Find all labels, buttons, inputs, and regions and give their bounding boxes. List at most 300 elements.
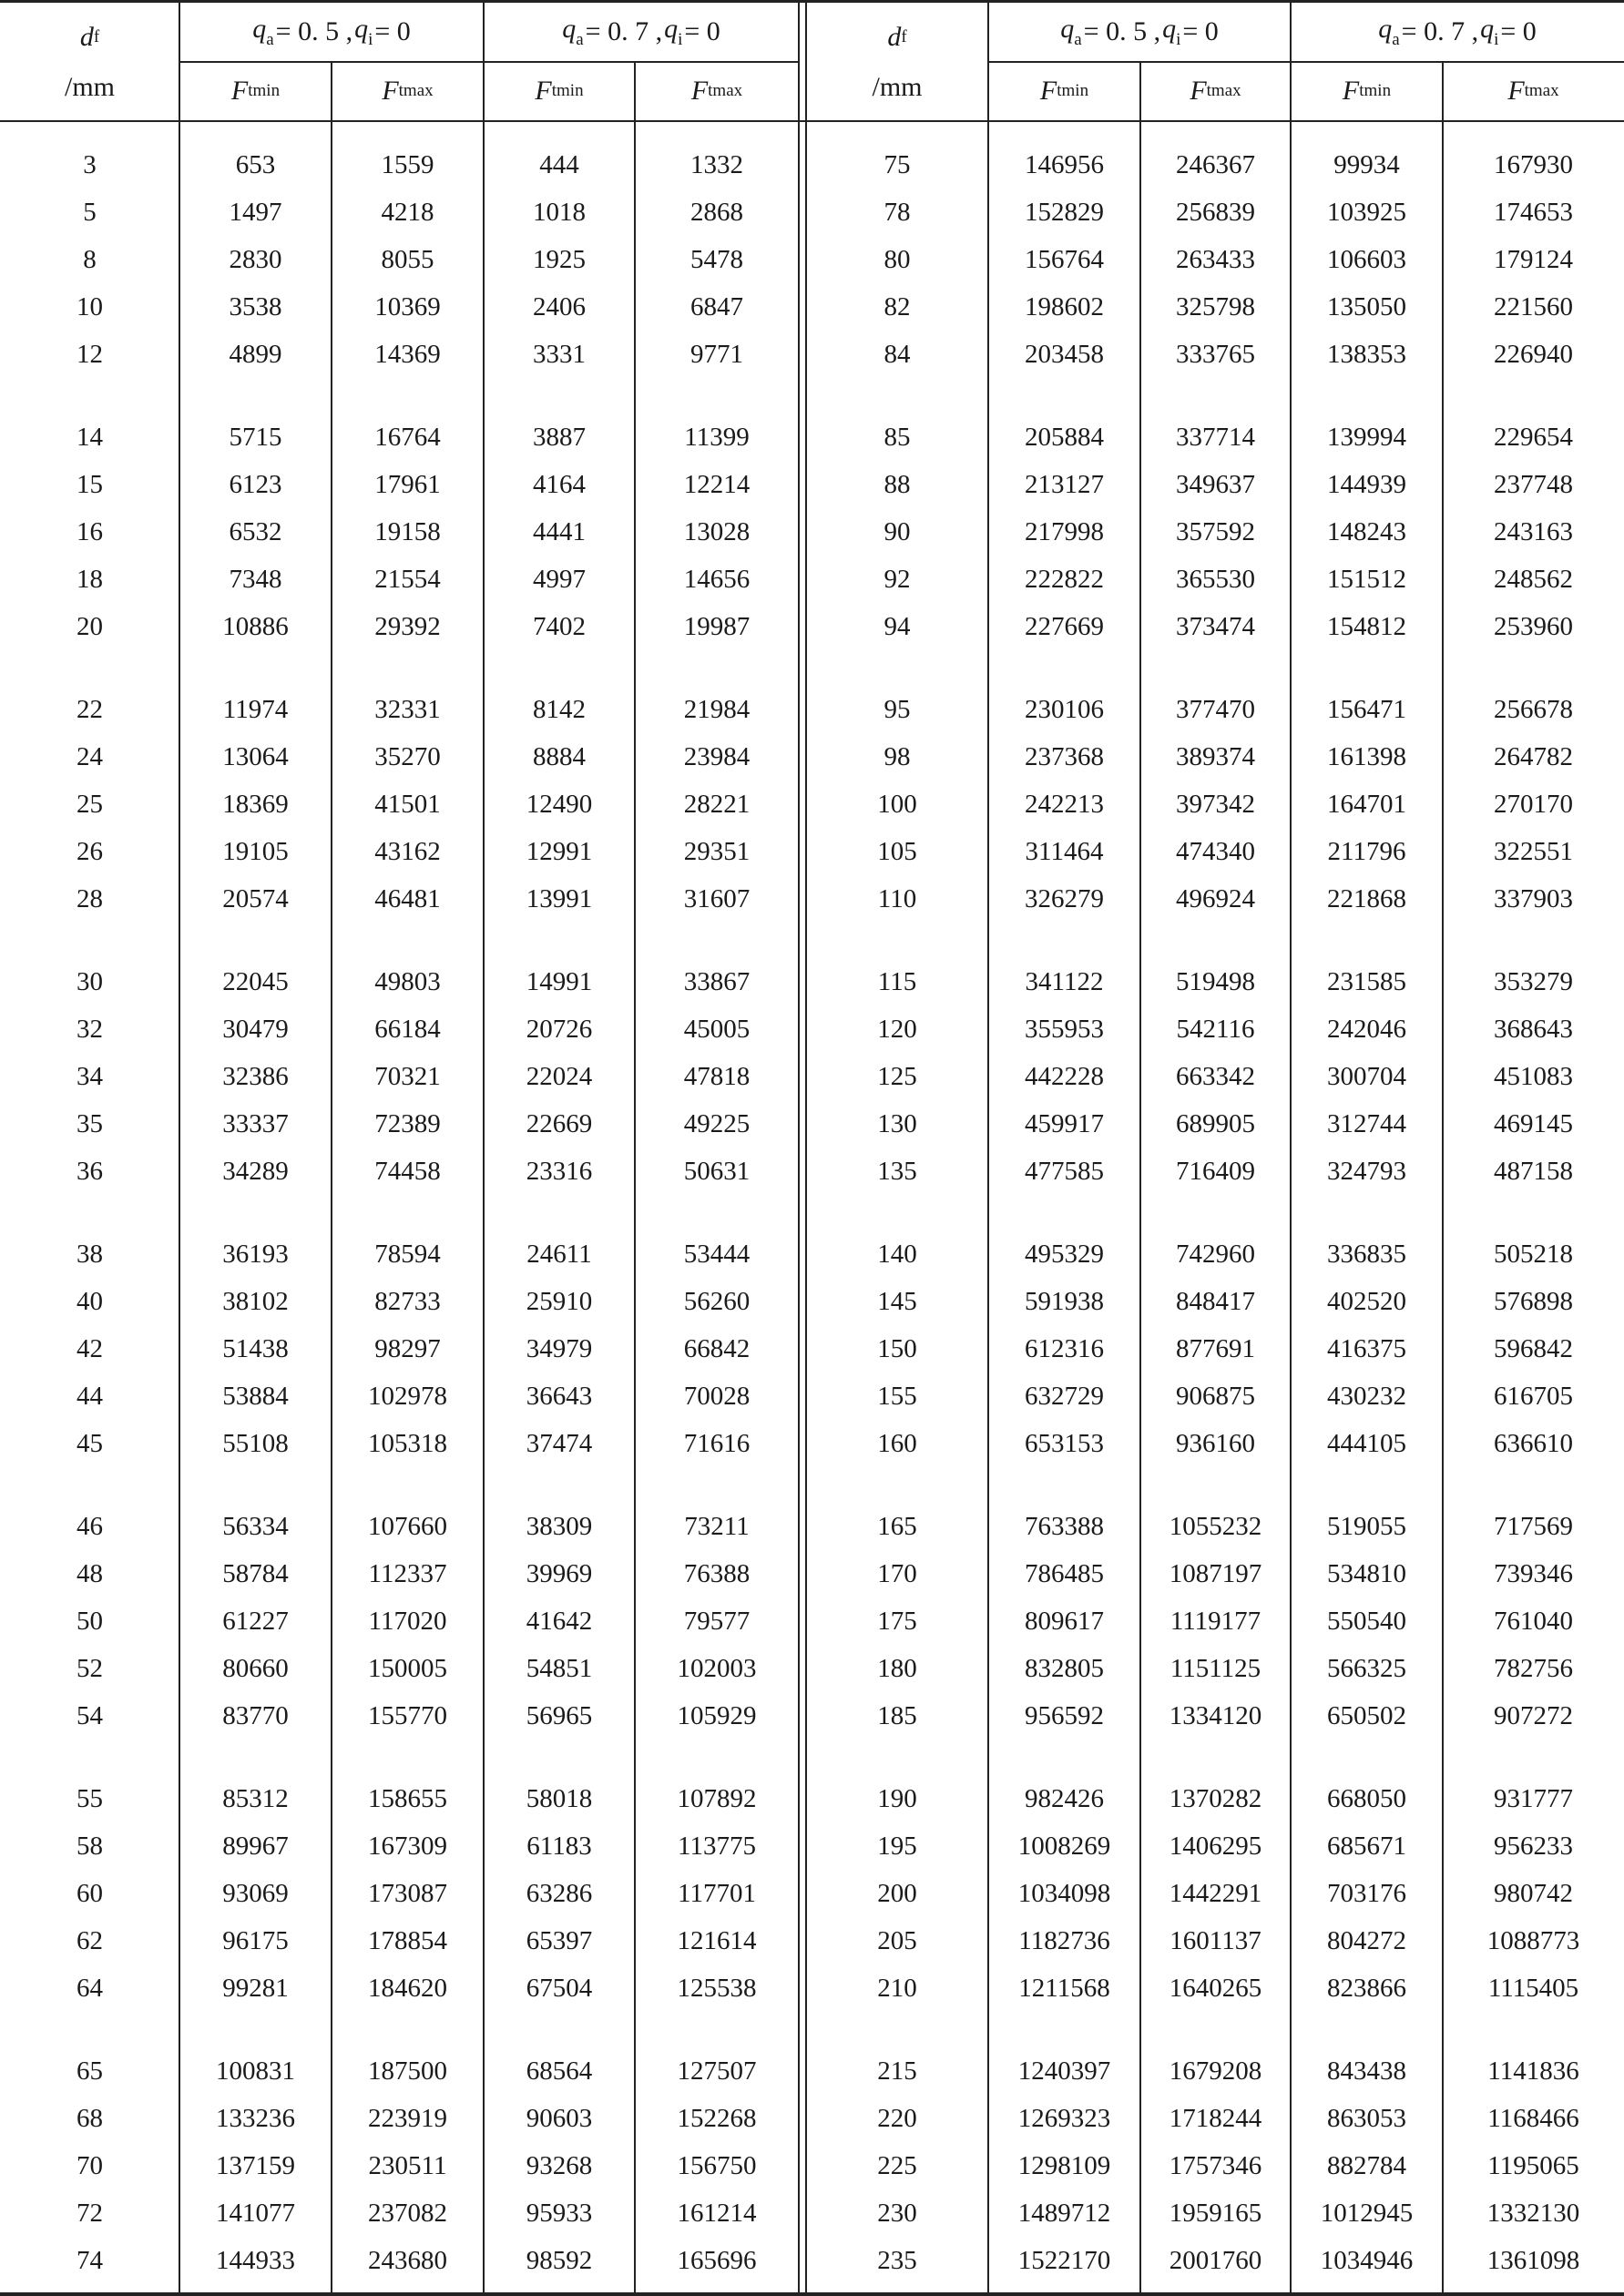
f-tmin-qa07-cell: 68564 [526, 2056, 593, 2086]
f-tmin-qa05-cell: 141077 [216, 2198, 295, 2228]
df-cell: 150 [877, 1333, 917, 1363]
f-tmin-qa07-cell: 61183 [526, 1831, 592, 1861]
f-tmin-qa05-cell: 61227 [222, 1606, 289, 1636]
df-cell: 92 [883, 564, 911, 594]
f-tmax-qa07-cell: 1115405 [1487, 1973, 1579, 2003]
f-tmin-qa05-cell: 227669 [1025, 611, 1104, 641]
f-tmin-qa05-cell: 38102 [222, 1286, 289, 1316]
df-cell: 85 [883, 422, 911, 452]
f-tmin-qa05-cell: 326279 [1025, 883, 1104, 913]
f-tmax-qa05-cell: 848417 [1176, 1286, 1255, 1316]
f-tmin-qa07-cell: 12490 [526, 789, 593, 819]
f-tmin-qa07-cell: 430232 [1327, 1381, 1406, 1411]
f-tmin-qa07-cell: 324793 [1327, 1156, 1406, 1186]
f-tmax-qa05-cell: 29392 [374, 611, 441, 641]
f-tmax-qa07-cell: 243163 [1494, 516, 1573, 546]
f-tmin-qa07-cell: 93268 [526, 2150, 593, 2180]
f-tmin-qa05-cell: 36193 [222, 1239, 289, 1269]
f-tmax-qa07-cell: 14656 [683, 564, 751, 594]
f-tmax-qa05-cell: 107660 [368, 1511, 447, 1541]
df-cell: 58 [77, 1831, 103, 1861]
f-tmax-qa05-cell: 14369 [374, 339, 441, 369]
f-tmax-qa07-cell: 156750 [677, 2150, 757, 2180]
df-cell: 215 [877, 2056, 917, 2086]
f-tmax-qa05-cell: 263433 [1176, 244, 1255, 274]
f-tmax-qa07-cell: 248562 [1494, 564, 1573, 594]
f-tmax-qa05-cell: 1559 [381, 149, 434, 179]
f-tmin-qa05-cell: 237368 [1025, 741, 1104, 771]
table-rule-0 [0, 0, 1624, 3]
f-tmax-symbol: F [1507, 76, 1525, 106]
f-tmax-qa05-cell: 716409 [1176, 1156, 1255, 1186]
f-tmax-header [635, 64, 799, 118]
qi-value: = 0 [374, 16, 411, 46]
df-cell: 105 [877, 836, 917, 866]
f-tmin-qa07-cell: 650502 [1327, 1700, 1406, 1730]
df-cell: 90 [883, 516, 911, 546]
f-tmin-qa07-cell: 519055 [1327, 1511, 1406, 1541]
f-tmax-qa07-cell: 256678 [1494, 694, 1573, 724]
f-tmin-qa05-cell: 1489712 [1017, 2198, 1111, 2228]
qa-value: = 0. 7 , [585, 16, 663, 46]
f-tmin-qa05-cell: 146956 [1025, 149, 1104, 179]
qi-label [664, 14, 682, 50]
f-tmax-qa05-cell: 337714 [1176, 422, 1255, 452]
f-tmin-qa07-cell: 36643 [526, 1381, 593, 1411]
f-tmin-symbol: F [1342, 76, 1360, 106]
f-tmax-qa05-cell: 936160 [1176, 1428, 1255, 1458]
df-cell: 88 [883, 469, 911, 499]
f-tmin-qa07-cell: 2406 [533, 291, 586, 321]
f-tmin-qa05-cell: 203458 [1025, 339, 1104, 369]
qi-label [1480, 14, 1498, 50]
f-tmin-qa07-cell: 3887 [533, 422, 586, 452]
f-tmin-qa07-cell: 22669 [526, 1108, 593, 1138]
df-cell: 205 [877, 1925, 917, 1955]
f-tmax-qa07-cell: 907272 [1494, 1700, 1573, 1730]
f-tmax-qa05-cell: 1119177 [1169, 1606, 1261, 1636]
f-tmax-qa05-cell: 689905 [1176, 1108, 1255, 1138]
f-tmin-qa07-cell: 221868 [1327, 883, 1406, 913]
qa-subscript: a [266, 30, 274, 49]
df-cell: 200 [877, 1878, 917, 1908]
qi-symbol: q [354, 14, 369, 44]
f-tmax-subscript: tmax [1206, 81, 1241, 100]
f-tmax-qa07-cell: 5478 [690, 244, 743, 274]
f-tmin-qa05-cell: 7348 [229, 564, 282, 594]
f-tmin-qa07-cell: 41642 [526, 1606, 593, 1636]
f-tmin-qa05-cell: 1008269 [1017, 1831, 1111, 1861]
df-cell: 35 [77, 1108, 103, 1138]
df-cell: 235 [877, 2245, 917, 2275]
f-tmax-qa07-cell: 226940 [1494, 339, 1573, 369]
qa-value: = 0. 5 , [1083, 16, 1161, 46]
f-tmin-qa05-cell: 144933 [216, 2245, 295, 2275]
df-cell: 75 [883, 149, 911, 179]
f-tmax-qa07-cell: 931777 [1494, 1783, 1573, 1813]
f-tmin-qa05-cell: 10886 [222, 611, 289, 641]
f-tmin-qa07-cell: 13991 [526, 883, 593, 913]
qa-value: = 0. 5 , [275, 16, 353, 46]
f-tmin-qa07-cell: 39969 [526, 1558, 593, 1588]
f-tmin-qa07-cell: 882784 [1327, 2150, 1406, 2180]
f-tmax-qa07-cell: 50631 [683, 1156, 751, 1186]
df-cell: 120 [877, 1014, 917, 1044]
f-tmin-qa07-cell: 211796 [1327, 836, 1406, 866]
f-tmin-qa05-cell: 1269323 [1017, 2103, 1111, 2133]
f-tmax-qa07-cell: 167930 [1494, 149, 1573, 179]
df-cell: 44 [77, 1381, 103, 1411]
f-tmin-qa05-cell: 1298109 [1017, 2150, 1111, 2180]
f-tmax-qa07-cell: 2868 [690, 197, 743, 227]
f-tmax-qa05-cell: 1406295 [1169, 1831, 1262, 1861]
f-tmin-qa07-cell: 20726 [526, 1014, 593, 1044]
f-tmin-qa05-cell: 96175 [222, 1925, 289, 1955]
df-cell: 170 [877, 1558, 917, 1588]
f-tmax-qa07-cell: 11399 [684, 422, 750, 452]
f-tmax-qa05-cell: 1959165 [1169, 2198, 1262, 2228]
df-cell: 50 [77, 1606, 103, 1636]
f-tmax-qa05-cell: 32331 [374, 694, 441, 724]
f-tmax-subscript: tmax [1524, 81, 1559, 100]
f-tmin-qa07-cell: 668050 [1327, 1783, 1406, 1813]
qi-symbol: q [1162, 14, 1177, 44]
qi-value: = 0 [1182, 16, 1219, 46]
f-tmin-qa07-cell: 151512 [1327, 564, 1406, 594]
df-cell: 14 [77, 422, 103, 452]
f-tmax-qa07-cell: 179124 [1494, 244, 1573, 274]
f-tmax-qa05-cell: 72389 [374, 1108, 441, 1138]
f-tmax-qa07-cell: 53444 [683, 1239, 751, 1269]
f-tmax-qa07-cell: 576898 [1494, 1286, 1573, 1316]
df-cell: 38 [77, 1239, 103, 1269]
f-tmin-qa05-cell: 80660 [222, 1653, 289, 1683]
df-cell: 8 [83, 244, 97, 274]
df-cell: 140 [877, 1239, 917, 1269]
df-cell: 62 [77, 1925, 103, 1955]
qi-label [1162, 14, 1180, 50]
f-tmin-qa05-cell: 30479 [222, 1014, 289, 1044]
f-tmax-qa05-cell: 74458 [374, 1156, 441, 1186]
f-tmin-qa05-cell: 51438 [222, 1333, 289, 1363]
f-tmax-qa05-cell: 184620 [368, 1973, 447, 2003]
f-tmin-subscript: tmin [551, 81, 584, 100]
f-tmax-qa07-cell: 322551 [1494, 836, 1573, 866]
qi-label [354, 14, 373, 50]
f-tmin-qa07-cell: 22024 [526, 1061, 593, 1091]
f-tmax-header [1140, 64, 1291, 118]
f-tmin-qa05-cell: 1211568 [1018, 1973, 1110, 2003]
f-tmin-qa07-cell: 863053 [1327, 2103, 1406, 2133]
f-tmax-qa07-cell: 761040 [1494, 1606, 1573, 1636]
f-tmin-qa05-cell: 341122 [1025, 966, 1104, 996]
qi-value: = 0 [684, 16, 720, 46]
f-tmax-qa05-cell: 1640265 [1169, 1973, 1262, 2003]
f-tmax-qa05-cell: 230511 [368, 2150, 447, 2180]
df-cell: 145 [877, 1286, 917, 1316]
table-rule-3 [0, 2292, 1624, 2296]
df-cell: 68 [77, 2103, 103, 2133]
df-cell: 25 [77, 789, 103, 819]
f-tmax-qa05-cell: 70321 [374, 1061, 441, 1091]
f-tmin-qa07-cell: 25910 [526, 1286, 593, 1316]
df-cell: 130 [877, 1108, 917, 1138]
f-tmax-qa07-cell: 337903 [1494, 883, 1573, 913]
f-tmax-qa07-cell: 165696 [677, 2245, 757, 2275]
f-tmin-qa07-cell: 144939 [1327, 469, 1406, 499]
f-tmin-qa05-cell: 1034098 [1017, 1878, 1111, 1908]
group-header-rule [988, 61, 1624, 63]
f-tmin-qa07-cell: 1018 [533, 197, 586, 227]
f-tmax-qa05-cell: 102978 [368, 1381, 447, 1411]
f-tmax-qa07-cell: 782756 [1494, 1653, 1573, 1683]
unit-header: /mm [872, 72, 923, 102]
df-cell: 80 [883, 244, 911, 274]
f-tmin-qa07-cell: 37474 [526, 1428, 593, 1458]
f-tmin-qa07-cell: 4164 [533, 469, 586, 499]
df-cell: 220 [877, 2103, 917, 2133]
f-tmin-qa07-cell: 67504 [526, 1973, 593, 2003]
f-tmax-qa07-cell: 105929 [677, 1700, 757, 1730]
f-tmax-qa07-cell: 79577 [683, 1606, 751, 1636]
f-tmax-qa05-cell: 1718244 [1169, 2103, 1262, 2133]
f-tmax-qa05-cell: 41501 [374, 789, 441, 819]
f-tmin-header [988, 64, 1140, 118]
f-tmax-qa05-cell: 373474 [1176, 611, 1255, 641]
f-tmin-qa05-cell: 6123 [229, 469, 282, 499]
f-tmin-subscript: tmin [1057, 81, 1089, 100]
f-tmax-qa05-cell: 877691 [1176, 1333, 1255, 1363]
f-tmin-qa07-cell: 58018 [526, 1783, 593, 1813]
f-tmin-qa05-cell: 477585 [1025, 1156, 1104, 1186]
f-tmin-qa07-cell: 444105 [1327, 1428, 1406, 1458]
f-tmin-qa05-cell: 653 [235, 149, 276, 179]
f-tmax-qa05-cell: 1757346 [1169, 2150, 1262, 2180]
df-cell: 125 [877, 1061, 917, 1091]
f-tmin-qa05-cell: 1497 [229, 197, 282, 227]
df-cell: 54 [77, 1700, 103, 1730]
f-tmin-qa07-cell: 63286 [526, 1878, 593, 1908]
qi-subscript: i [368, 30, 373, 49]
f-tmin-qa07-cell: 95933 [526, 2198, 593, 2228]
f-tmin-qa05-cell: 11974 [222, 694, 289, 724]
f-tmin-qa05-cell: 2830 [229, 244, 282, 274]
f-tmin-qa07-cell: 24611 [526, 1239, 592, 1269]
f-tmin-qa07-cell: 823866 [1327, 1973, 1406, 2003]
f-tmin-qa05-cell: 13064 [222, 741, 289, 771]
f-tmax-qa07-cell: 125538 [677, 1973, 757, 2003]
df-cell: 115 [877, 966, 917, 996]
qa-label [562, 14, 583, 50]
f-tmax-qa05-cell: 1087197 [1169, 1558, 1262, 1588]
f-tmin-qa05-cell: 205884 [1025, 422, 1104, 452]
f-tmax-qa07-cell: 71616 [683, 1428, 751, 1458]
f-tmin-qa05-cell: 832805 [1025, 1653, 1104, 1683]
f-tmax-qa07-cell: 73211 [684, 1511, 750, 1541]
f-tmax-qa07-cell: 596842 [1494, 1333, 1573, 1363]
f-tmin-qa05-cell: 495329 [1025, 1239, 1104, 1269]
f-tmin-qa07-cell: 242046 [1327, 1014, 1406, 1044]
f-tmin-symbol: F [1039, 76, 1057, 106]
f-tmin-qa05-cell: 355953 [1025, 1014, 1104, 1044]
df-symbol: d [79, 22, 94, 52]
f-tmin-qa07-cell: 161398 [1327, 741, 1406, 771]
df-cell: 28 [77, 883, 103, 913]
f-tmin-qa05-cell: 83770 [222, 1700, 289, 1730]
f-tmax-qa07-cell: 174653 [1494, 197, 1573, 227]
f-tmin-qa05-cell: 1522170 [1017, 2245, 1111, 2275]
f-tmin-qa05-cell: 3538 [229, 291, 282, 321]
f-tmin-qa07-cell: 1925 [533, 244, 586, 274]
f-tmax-qa07-cell: 237748 [1494, 469, 1573, 499]
qa-label [252, 14, 273, 50]
f-tmax-qa05-cell: 325798 [1176, 291, 1255, 321]
f-tmax-qa05-cell: 1442291 [1169, 1878, 1262, 1908]
f-tmax-qa07-cell: 1361098 [1486, 2245, 1580, 2275]
qa-symbol: q [1378, 14, 1393, 44]
f-tmin-qa05-cell: 6532 [229, 516, 282, 546]
f-tmax-qa05-cell: 519498 [1176, 966, 1255, 996]
qi-subscript: i [678, 30, 683, 49]
f-tmax-qa07-cell: 113775 [678, 1831, 756, 1861]
f-tmax-qa05-cell: 349637 [1176, 469, 1255, 499]
qa-subscript: a [1074, 30, 1082, 49]
f-tmax-qa07-cell: 616705 [1494, 1381, 1573, 1411]
df-cell: 82 [883, 291, 911, 321]
df-cell: 65 [77, 2056, 103, 2086]
f-tmin-qa05-cell: 93069 [222, 1878, 289, 1908]
df-subscript: f [93, 27, 100, 46]
f-tmax-qa05-cell: 1334120 [1169, 1700, 1262, 1730]
f-tmax-qa07-cell: 161214 [677, 2198, 757, 2228]
f-tmax-qa07-cell: 1168466 [1487, 2103, 1579, 2133]
f-tmax-qa05-cell: 1370282 [1169, 1783, 1262, 1813]
f-tmax-qa05-cell: 187500 [368, 2056, 447, 2086]
df-cell: 15 [77, 469, 103, 499]
f-tmax-symbol: F [1190, 76, 1207, 106]
f-tmin-qa05-cell: 20574 [222, 883, 289, 913]
f-tmin-symbol: F [230, 76, 249, 106]
f-tmax-qa05-cell: 167309 [368, 1831, 447, 1861]
df-cell: 175 [877, 1606, 917, 1636]
f-tmax-qa05-cell: 333765 [1176, 339, 1255, 369]
table-rule-2 [0, 120, 1624, 122]
df-cell: 3 [83, 149, 97, 179]
f-tmax-symbol: F [690, 76, 709, 106]
f-tmax-qa05-cell: 178854 [368, 1925, 447, 1955]
f-tmax-qa05-cell: 19158 [374, 516, 441, 546]
f-tmax-qa05-cell: 16764 [374, 422, 441, 452]
df-cell: 180 [877, 1653, 917, 1683]
f-tmax-header [1443, 64, 1624, 118]
f-tmin-qa07-cell: 4997 [533, 564, 586, 594]
f-tmin-qa07-cell: 38309 [526, 1511, 593, 1541]
df-cell: 84 [883, 339, 911, 369]
df-cell: 95 [883, 694, 911, 724]
df-cell: 210 [877, 1973, 917, 2003]
f-tmax-qa05-cell: 66184 [374, 1014, 441, 1044]
f-tmax-qa07-cell: 505218 [1494, 1239, 1573, 1269]
f-tmax-qa07-cell: 19987 [683, 611, 751, 641]
df-cell: 155 [877, 1381, 917, 1411]
f-tmax-qa05-cell: 17961 [374, 469, 441, 499]
unit-header: /mm [64, 72, 115, 102]
f-tmax-qa07-cell: 368643 [1494, 1014, 1573, 1044]
f-tmin-header [484, 64, 635, 118]
f-tmin-qa07-cell: 98592 [526, 2245, 593, 2275]
f-tmax-qa05-cell: 742960 [1176, 1239, 1255, 1269]
f-tmax-qa07-cell: 1141836 [1487, 2056, 1579, 2086]
f-tmax-qa07-cell: 33867 [683, 966, 751, 996]
qa-value: = 0. 7 , [1401, 16, 1479, 46]
f-tmax-qa05-cell: 357592 [1176, 516, 1255, 546]
f-tmax-header [332, 64, 484, 118]
df-cell: 22 [77, 694, 103, 724]
f-tmax-qa07-cell: 29351 [683, 836, 751, 866]
f-tmin-qa07-cell: 8884 [533, 741, 586, 771]
f-tmax-qa07-cell: 49225 [683, 1108, 751, 1138]
f-tmax-qa05-cell: 365530 [1176, 564, 1255, 594]
f-tmin-qa05-cell: 56334 [222, 1511, 289, 1541]
f-tmin-qa07-cell: 300704 [1327, 1061, 1406, 1091]
df-cell: 74 [77, 2245, 103, 2275]
df-cell: 5 [83, 197, 97, 227]
qa-label [1060, 14, 1081, 50]
f-tmax-qa05-cell: 46481 [374, 883, 441, 913]
f-tmax-qa05-cell: 8055 [381, 244, 434, 274]
f-tmin-qa05-cell: 22045 [222, 966, 289, 996]
f-tmax-qa05-cell: 1601137 [1169, 1925, 1261, 1955]
df-cell: 34 [77, 1061, 103, 1091]
f-tmin-qa07-cell: 103925 [1327, 197, 1406, 227]
f-tmin-qa05-cell: 763388 [1025, 1511, 1104, 1541]
f-tmax-qa07-cell: 12214 [683, 469, 751, 499]
f-tmin-qa05-cell: 133236 [216, 2103, 295, 2133]
f-tmin-header [179, 64, 332, 118]
f-tmin-qa07-cell: 90603 [526, 2103, 593, 2133]
f-tmin-qa05-cell: 956592 [1025, 1700, 1104, 1730]
f-tmax-qa07-cell: 9771 [690, 339, 743, 369]
f-tmax-qa05-cell: 78594 [374, 1239, 441, 1269]
df-cell: 94 [883, 611, 911, 641]
f-tmax-qa05-cell: 49803 [374, 966, 441, 996]
f-tmin-qa07-cell: 65397 [526, 1925, 593, 1955]
f-tmin-qa07-cell: 148243 [1327, 516, 1406, 546]
df-cell: 30 [77, 966, 103, 996]
f-tmin-qa05-cell: 152829 [1025, 197, 1104, 227]
f-tmax-qa07-cell: 28221 [683, 789, 751, 819]
f-tmin-qa05-cell: 100831 [216, 2056, 295, 2086]
f-tmin-qa05-cell: 612316 [1025, 1333, 1104, 1363]
f-tmin-qa05-cell: 85312 [222, 1783, 289, 1813]
f-tmax-qa07-cell: 70028 [683, 1381, 751, 1411]
f-tmin-qa07-cell: 1012945 [1320, 2198, 1414, 2228]
f-tmax-qa07-cell: 221560 [1494, 291, 1573, 321]
df-cell: 190 [877, 1783, 917, 1813]
f-tmax-qa07-cell: 739346 [1494, 1558, 1573, 1588]
df-cell: 12 [77, 339, 103, 369]
condition-header-group1 [179, 4, 484, 60]
df-cell: 55 [77, 1783, 103, 1813]
f-tmax-qa05-cell: 150005 [368, 1653, 447, 1683]
f-tmin-qa07-cell: 534810 [1327, 1558, 1406, 1588]
f-tmin-qa05-cell: 217998 [1025, 516, 1104, 546]
f-tmax-qa05-cell: 496924 [1176, 883, 1255, 913]
f-tmin-qa07-cell: 336835 [1327, 1239, 1406, 1269]
qa-symbol: q [252, 14, 267, 44]
f-tmin-qa07-cell: 843438 [1327, 2056, 1406, 2086]
f-tmax-qa07-cell: 13028 [683, 516, 751, 546]
